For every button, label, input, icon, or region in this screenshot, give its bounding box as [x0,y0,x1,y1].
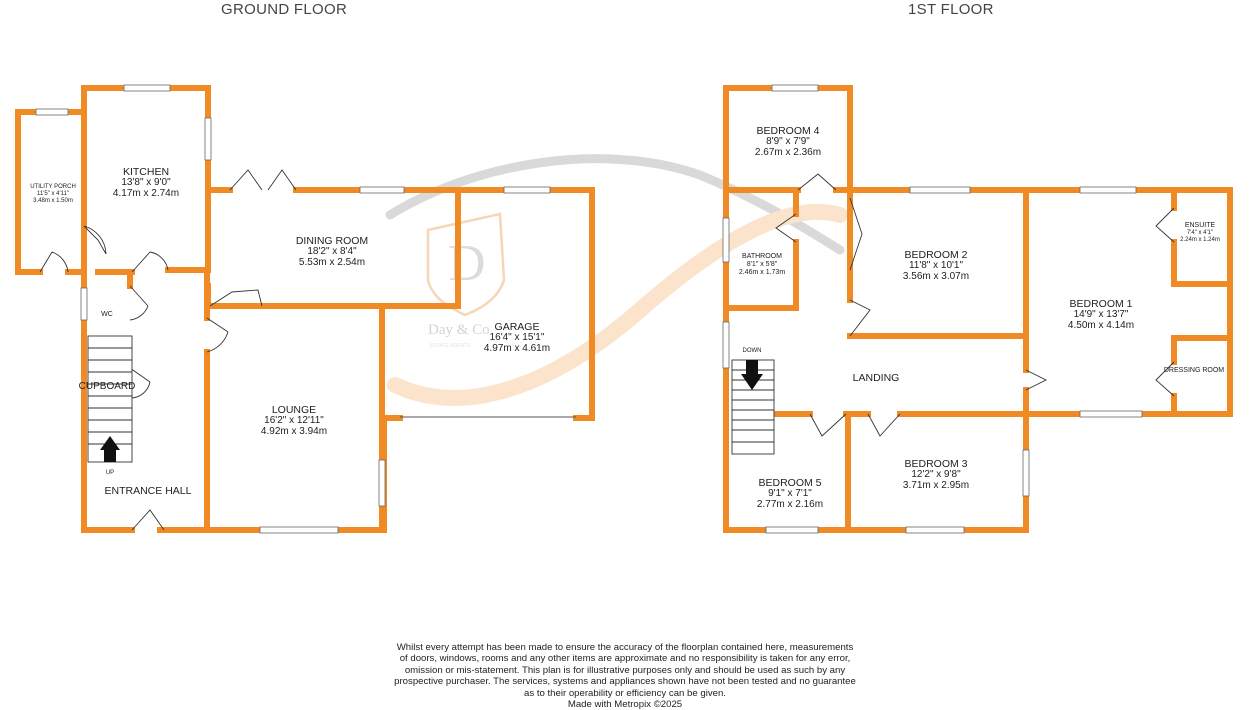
bedroom1-name: BEDROOM 1 [1069,298,1133,310]
bathroom-name: BATHROOM [742,253,782,260]
dressing-walls [1174,338,1230,414]
garage-metric: 4.97m x 4.61m [483,343,551,354]
ground-floor-title: GROUND FLOOR [221,1,348,18]
door [868,414,900,436]
watermark-name: Day & Co [428,322,490,338]
bedroom1-metric: 4.50m x 4.14m [1067,320,1135,331]
bedroom5-name: BEDROOM 5 [758,477,822,489]
window [723,218,729,262]
window [504,187,550,193]
window [124,85,170,91]
window [723,322,729,368]
bedroom5-imperial: 9'1" x 7'1" [768,488,812,499]
watermark-tagline: ESTATE AGENTS [430,343,471,349]
bathroom-imperial: 8'1" x 5'8" [746,261,778,268]
door [810,414,846,436]
door [84,226,106,254]
disclaimer [350,642,900,710]
ensuite-name: ENSUITE [1184,222,1216,229]
garage-name: GARAGE [494,321,540,333]
door [132,252,168,272]
window [1080,187,1136,193]
ensuite-imperial: 7'4" x 4'1" [1186,230,1214,236]
door [40,252,68,272]
bedroom3-metric: 3.71m x 2.95m [902,480,970,491]
disclaimer-credit: Made with Metropix ©2025 [567,699,683,710]
utility-porch-imperial: 11'5" x 4'11" [36,191,70,197]
window [379,460,385,506]
bedroom4-metric: 2.67m x 2.36m [754,147,822,158]
door [798,174,836,190]
window [910,187,970,193]
lounge-metric: 4.92m x 3.94m [260,426,328,437]
bedroom2-name: BEDROOM 2 [904,249,968,261]
dressing-room-name: DRESSING ROOM [1163,367,1225,374]
bedroom3-name: BEDROOM 3 [904,458,968,470]
stairs-up-label: UP [105,470,115,476]
bedroom4-imperial: 8'9" x 7'9" [766,136,810,147]
door [850,300,870,336]
window [81,288,87,320]
door [1156,208,1174,242]
lounge-name: LOUNGE [271,404,317,416]
bedroom5-metric: 2.77m x 2.16m [756,499,824,510]
disclaimer-line: of doors, windows, rooms and any other items are approximate and no responsibility is taken for any error, [399,653,851,665]
entrance-hall-name: ENTRANCE HALL [104,485,192,497]
window [1023,450,1029,496]
utility-porch-metric: 3.48m x 1.50m [33,198,73,204]
ensuite-metric: 2.24m x 1.24m [1180,237,1220,243]
window [360,187,404,193]
disclaimer-line: Whilst every attempt has been made to ensure the accuracy of the floorplan contained here, measurements [396,642,854,653]
window [1080,411,1142,417]
first-floor-labels [739,125,1224,510]
dining-room-metric: 5.53m x 2.54m [298,257,366,268]
door [130,286,148,320]
disclaimer-line: as to their operability or efficiency can be given. [524,687,726,699]
landing-name: LANDING [852,372,900,384]
bedroom1-imperial: 14'9" x 13'7" [1073,309,1129,320]
dining-room-name: DINING ROOM [295,235,369,247]
kitchen-name: KITCHEN [122,166,170,178]
ground-floor-doors [40,170,296,530]
lounge-imperial: 16'2" x 12'11" [264,415,324,426]
bedroom2-imperial: 11'8" x 10'1" [908,260,964,271]
bedroom4-name: BEDROOM 4 [756,125,820,137]
bathroom-metric: 2.46m x 1.73m [738,269,786,276]
bedroom2-metric: 3.56m x 3.07m [902,271,970,282]
door [207,318,228,352]
disclaimer-line: omission or mis-statement. This plan is for illustrative purposes only and should be used as such by any [404,664,846,676]
window [772,85,818,91]
kitchen-metric: 4.17m x 2.74m [112,188,180,199]
cupboard-name: CUPBOARD [78,381,136,392]
disclaimer-line: prospective purchaser. The services, systems and appliances shown have not been tested and no guarantee [394,676,856,688]
first-floor-title: 1ST FLOOR [908,1,994,18]
stairs-down-label: DOWN [742,348,762,354]
dining-room-imperial: 18'2" x 8'4" [307,246,357,257]
window [906,527,964,533]
window [766,527,818,533]
garage-imperial: 16'4" x 15'1" [489,332,545,343]
window [205,118,211,160]
wc-name: WC [101,311,113,318]
ground-floor-walls [18,88,592,530]
window [260,527,338,533]
door [230,170,296,190]
watermark-letter: D [448,235,486,292]
bedroom3-imperial: 12'2" x 9'8" [911,469,961,480]
window [36,109,68,115]
bedroom2-walls [850,190,1230,414]
kitchen-imperial: 13'8" x 9'0" [121,177,171,188]
utility-porch-name: UTILITY PORCH [30,184,76,190]
